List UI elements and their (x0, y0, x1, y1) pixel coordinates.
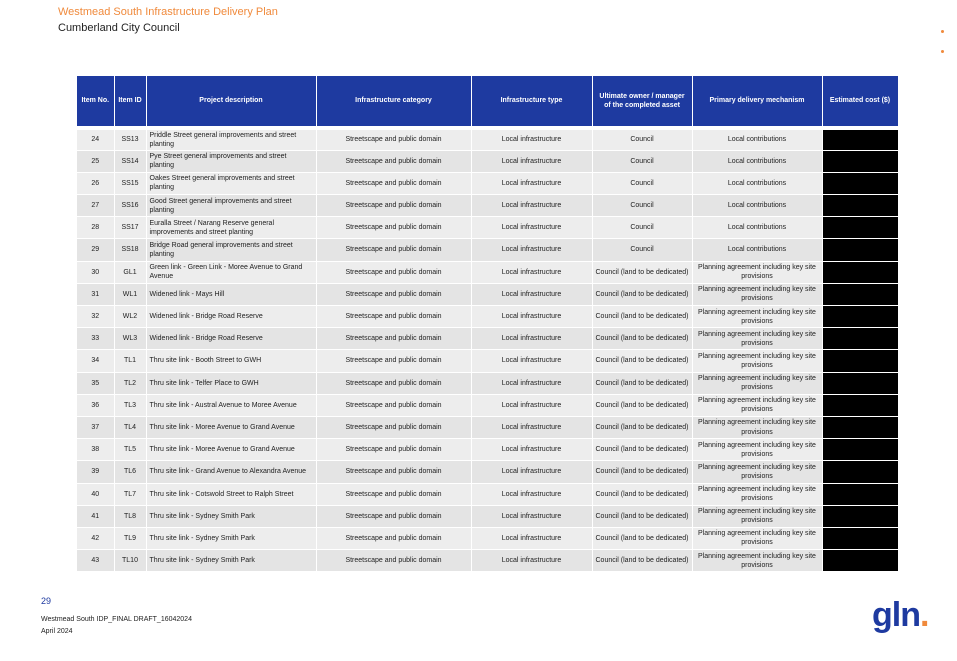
table-row (77, 283, 898, 305)
redacted-cost-cell (822, 372, 898, 394)
infrastructure-category-cell: Streetscape and public domain (316, 439, 471, 461)
owner-cell: Council (592, 150, 692, 172)
infrastructure-type-cell: Local infrastructure (471, 550, 592, 572)
delivery-mechanism-cell: Planning agreement including key site provisions (692, 550, 822, 572)
redacted-cost-cell (822, 350, 898, 372)
delivery-mechanism-cell: Planning agreement including key site provisions (692, 283, 822, 305)
redacted-cost-cell (822, 416, 898, 438)
delivery-mechanism-cell: Local contributions (692, 239, 822, 261)
logo-dot: . (919, 596, 929, 634)
project-description-cell: Thru site link - Booth Street to GWH (146, 350, 316, 372)
item-id-cell: WL3 (114, 328, 146, 350)
project-description-cell: Pye Street general improvements and street planting (146, 150, 316, 172)
table-row (77, 150, 898, 172)
column-header-item-id: Item ID (114, 76, 146, 128)
infrastructure-type-cell: Local infrastructure (471, 372, 592, 394)
redacted-cost-cell (822, 150, 898, 172)
owner-cell: Council (592, 172, 692, 194)
project-description-cell: Thru site link - Austral Avenue to Moree Avenue (146, 394, 316, 416)
table-row (77, 195, 898, 217)
decorative-dot-icon (941, 30, 944, 33)
project-description-cell: Thru site link - Moree Avenue to Grand Avenue (146, 439, 316, 461)
infrastructure-type-cell: Local infrastructure (471, 150, 592, 172)
column-header-owner: Ultimate owner / manager of the completed asset (592, 76, 692, 128)
infrastructure-type-cell: Local infrastructure (471, 239, 592, 261)
project-description-cell: Priddle Street general improvements and street planting (146, 128, 316, 150)
delivery-mechanism-cell: Planning agreement including key site provisions (692, 505, 822, 527)
item-no-cell: 27 (77, 195, 114, 217)
table-row (77, 239, 898, 261)
infrastructure-type-cell: Local infrastructure (471, 306, 592, 328)
redacted-cost-cell (822, 483, 898, 505)
infrastructure-category-cell: Streetscape and public domain (316, 483, 471, 505)
delivery-mechanism-cell: Planning agreement including key site provisions (692, 394, 822, 416)
item-id-cell: WL2 (114, 306, 146, 328)
delivery-mechanism-cell: Planning agreement including key site provisions (692, 261, 822, 283)
item-id-cell: SS18 (114, 239, 146, 261)
project-description-cell: Thru site link - Telfer Place to GWH (146, 372, 316, 394)
infrastructure-category-cell: Streetscape and public domain (316, 416, 471, 438)
table-body (77, 128, 898, 572)
infrastructure-type-cell: Local infrastructure (471, 328, 592, 350)
owner-cell: Council (land to be dedicated) (592, 394, 692, 416)
infrastructure-type-cell: Local infrastructure (471, 483, 592, 505)
table-row (77, 372, 898, 394)
item-no-cell: 29 (77, 239, 114, 261)
table-row (77, 550, 898, 572)
infrastructure-category-cell: Streetscape and public domain (316, 150, 471, 172)
redacted-cost-cell (822, 505, 898, 527)
redacted-cost-cell (822, 550, 898, 572)
infrastructure-type-cell: Local infrastructure (471, 394, 592, 416)
owner-cell: Council (592, 195, 692, 217)
redacted-cost-cell (822, 128, 898, 150)
item-id-cell: SS16 (114, 195, 146, 217)
infrastructure-category-cell: Streetscape and public domain (316, 372, 471, 394)
infrastructure-category-cell: Streetscape and public domain (316, 461, 471, 483)
infrastructure-type-cell: Local infrastructure (471, 217, 592, 239)
item-id-cell: TL4 (114, 416, 146, 438)
project-description-cell: Thru site link - Grand Avenue to Alexandra Avenue (146, 461, 316, 483)
table-header-row (77, 76, 898, 128)
item-no-cell: 42 (77, 527, 114, 549)
item-id-cell: SS17 (114, 217, 146, 239)
table-row (77, 527, 898, 549)
owner-cell: Council (592, 128, 692, 150)
table-row (77, 394, 898, 416)
project-description-cell: Thru site link - Sydney Smith Park (146, 505, 316, 527)
document-title: Westmead South Infrastructure Delivery Plan (58, 6, 278, 18)
infrastructure-category-cell: Streetscape and public domain (316, 394, 471, 416)
owner-cell: Council (land to be dedicated) (592, 461, 692, 483)
project-description-cell: Widened link - Bridge Road Reserve (146, 306, 316, 328)
item-no-cell: 28 (77, 217, 114, 239)
delivery-mechanism-cell: Planning agreement including key site provisions (692, 461, 822, 483)
item-no-cell: 33 (77, 328, 114, 350)
owner-cell: Council (land to be dedicated) (592, 505, 692, 527)
redacted-cost-cell (822, 527, 898, 549)
owner-cell: Council (land to be dedicated) (592, 439, 692, 461)
infrastructure-table-container (77, 76, 898, 572)
owner-cell: Council (land to be dedicated) (592, 283, 692, 305)
owner-cell: Council (land to be dedicated) (592, 527, 692, 549)
item-id-cell: TL5 (114, 439, 146, 461)
redacted-cost-cell (822, 306, 898, 328)
item-no-cell: 31 (77, 283, 114, 305)
project-description-cell: Thru site link - Cotswold Street to Ralph Street (146, 483, 316, 505)
project-description-cell: Oakes Street general improvements and street planting (146, 172, 316, 194)
column-header-project-description: Project description (146, 76, 316, 128)
redacted-cost-cell (822, 394, 898, 416)
item-id-cell: SS13 (114, 128, 146, 150)
infrastructure-category-cell: Streetscape and public domain (316, 172, 471, 194)
infrastructure-type-cell: Local infrastructure (471, 283, 592, 305)
redacted-cost-cell (822, 461, 898, 483)
redacted-cost-cell (822, 217, 898, 239)
table-row (77, 217, 898, 239)
owner-cell: Council (land to be dedicated) (592, 372, 692, 394)
redacted-cost-cell (822, 172, 898, 194)
footer-date: April 2024 (41, 628, 73, 635)
item-no-cell: 43 (77, 550, 114, 572)
infrastructure-type-cell: Local infrastructure (471, 350, 592, 372)
table-row (77, 350, 898, 372)
table-row (77, 261, 898, 283)
infrastructure-category-cell: Streetscape and public domain (316, 283, 471, 305)
item-id-cell: TL3 (114, 394, 146, 416)
infrastructure-category-cell: Streetscape and public domain (316, 239, 471, 261)
redacted-cost-cell (822, 283, 898, 305)
item-no-cell: 30 (77, 261, 114, 283)
item-no-cell: 38 (77, 439, 114, 461)
item-no-cell: 35 (77, 372, 114, 394)
item-id-cell: TL10 (114, 550, 146, 572)
infrastructure-category-cell: Streetscape and public domain (316, 550, 471, 572)
decorative-dot-icon (941, 50, 944, 53)
infrastructure-type-cell: Local infrastructure (471, 416, 592, 438)
project-description-cell: Bridge Road general improvements and street planting (146, 239, 316, 261)
delivery-mechanism-cell: Local contributions (692, 195, 822, 217)
table-row (77, 416, 898, 438)
project-description-cell: Thru site link - Sydney Smith Park (146, 550, 316, 572)
infrastructure-type-cell: Local infrastructure (471, 195, 592, 217)
project-description-cell: Euralla Street / Narang Reserve general improvements and street planting (146, 217, 316, 239)
owner-cell: Council (land to be dedicated) (592, 350, 692, 372)
item-no-cell: 34 (77, 350, 114, 372)
infrastructure-category-cell: Streetscape and public domain (316, 527, 471, 549)
table-row (77, 328, 898, 350)
owner-cell: Council (land to be dedicated) (592, 328, 692, 350)
column-header-item-no: Item No. (77, 76, 114, 128)
item-no-cell: 32 (77, 306, 114, 328)
owner-cell: Council (592, 239, 692, 261)
gln-logo (872, 596, 928, 635)
infrastructure-category-cell: Streetscape and public domain (316, 328, 471, 350)
redacted-cost-cell (822, 328, 898, 350)
item-no-cell: 26 (77, 172, 114, 194)
owner-cell: Council (land to be dedicated) (592, 261, 692, 283)
delivery-mechanism-cell: Local contributions (692, 217, 822, 239)
redacted-cost-cell (822, 439, 898, 461)
column-header-infrastructure-category: Infrastructure category (316, 76, 471, 128)
infrastructure-category-cell: Streetscape and public domain (316, 195, 471, 217)
project-description-cell: Thru site link - Moree Avenue to Grand Avenue (146, 416, 316, 438)
table-row (77, 172, 898, 194)
delivery-mechanism-cell: Planning agreement including key site provisions (692, 372, 822, 394)
redacted-cost-cell (822, 195, 898, 217)
table-row (77, 439, 898, 461)
page-number: 29 (41, 596, 52, 606)
infrastructure-table (77, 76, 899, 572)
delivery-mechanism-cell: Planning agreement including key site provisions (692, 483, 822, 505)
infrastructure-type-cell: Local infrastructure (471, 505, 592, 527)
infrastructure-category-cell: Streetscape and public domain (316, 217, 471, 239)
column-header-estimated-cost: Estimated cost ($) (822, 76, 898, 128)
item-id-cell: TL9 (114, 527, 146, 549)
infrastructure-type-cell: Local infrastructure (471, 172, 592, 194)
item-no-cell: 41 (77, 505, 114, 527)
owner-cell: Council (land to be dedicated) (592, 416, 692, 438)
item-id-cell: SS15 (114, 172, 146, 194)
table-row (77, 306, 898, 328)
table-row (77, 505, 898, 527)
footer-file-name: Westmead South IDP_FINAL DRAFT_16042024 (41, 616, 192, 623)
infrastructure-type-cell: Local infrastructure (471, 527, 592, 549)
item-id-cell: WL1 (114, 283, 146, 305)
infrastructure-type-cell: Local infrastructure (471, 461, 592, 483)
infrastructure-type-cell: Local infrastructure (471, 261, 592, 283)
item-id-cell: SS14 (114, 150, 146, 172)
infrastructure-category-cell: Streetscape and public domain (316, 350, 471, 372)
table-row (77, 483, 898, 505)
project-description-cell: Good Street general improvements and street planting (146, 195, 316, 217)
project-description-cell: Thru site link - Sydney Smith Park (146, 527, 316, 549)
logo-text: gln (872, 596, 920, 634)
column-header-delivery-mechanism: Primary delivery mechanism (692, 76, 822, 128)
infrastructure-category-cell: Streetscape and public domain (316, 261, 471, 283)
item-no-cell: 40 (77, 483, 114, 505)
delivery-mechanism-cell: Planning agreement including key site provisions (692, 439, 822, 461)
owner-cell: Council (land to be dedicated) (592, 483, 692, 505)
item-id-cell: TL1 (114, 350, 146, 372)
item-id-cell: TL7 (114, 483, 146, 505)
item-id-cell: TL6 (114, 461, 146, 483)
project-description-cell: Widened link - Mays Hill (146, 283, 316, 305)
infrastructure-type-cell: Local infrastructure (471, 128, 592, 150)
document-subtitle: Cumberland City Council (58, 22, 180, 34)
project-description-cell: Green link - Green Link - Moree Avenue to Grand Avenue (146, 261, 316, 283)
table-row (77, 128, 898, 150)
infrastructure-category-cell: Streetscape and public domain (316, 306, 471, 328)
infrastructure-category-cell: Streetscape and public domain (316, 128, 471, 150)
delivery-mechanism-cell: Planning agreement including key site provisions (692, 416, 822, 438)
item-no-cell: 36 (77, 394, 114, 416)
infrastructure-category-cell: Streetscape and public domain (316, 505, 471, 527)
delivery-mechanism-cell: Local contributions (692, 172, 822, 194)
redacted-cost-cell (822, 261, 898, 283)
delivery-mechanism-cell: Planning agreement including key site provisions (692, 328, 822, 350)
table-row (77, 461, 898, 483)
column-header-infrastructure-type: Infrastructure type (471, 76, 592, 128)
item-no-cell: 24 (77, 128, 114, 150)
delivery-mechanism-cell: Local contributions (692, 150, 822, 172)
owner-cell: Council (592, 217, 692, 239)
delivery-mechanism-cell: Local contributions (692, 128, 822, 150)
owner-cell: Council (land to be dedicated) (592, 306, 692, 328)
redacted-cost-cell (822, 239, 898, 261)
project-description-cell: Widened link - Bridge Road Reserve (146, 328, 316, 350)
item-id-cell: GL1 (114, 261, 146, 283)
delivery-mechanism-cell: Planning agreement including key site provisions (692, 350, 822, 372)
delivery-mechanism-cell: Planning agreement including key site provisions (692, 527, 822, 549)
item-no-cell: 39 (77, 461, 114, 483)
delivery-mechanism-cell: Planning agreement including key site provisions (692, 306, 822, 328)
owner-cell: Council (land to be dedicated) (592, 550, 692, 572)
item-no-cell: 37 (77, 416, 114, 438)
item-id-cell: TL8 (114, 505, 146, 527)
infrastructure-type-cell: Local infrastructure (471, 439, 592, 461)
item-id-cell: TL2 (114, 372, 146, 394)
item-no-cell: 25 (77, 150, 114, 172)
